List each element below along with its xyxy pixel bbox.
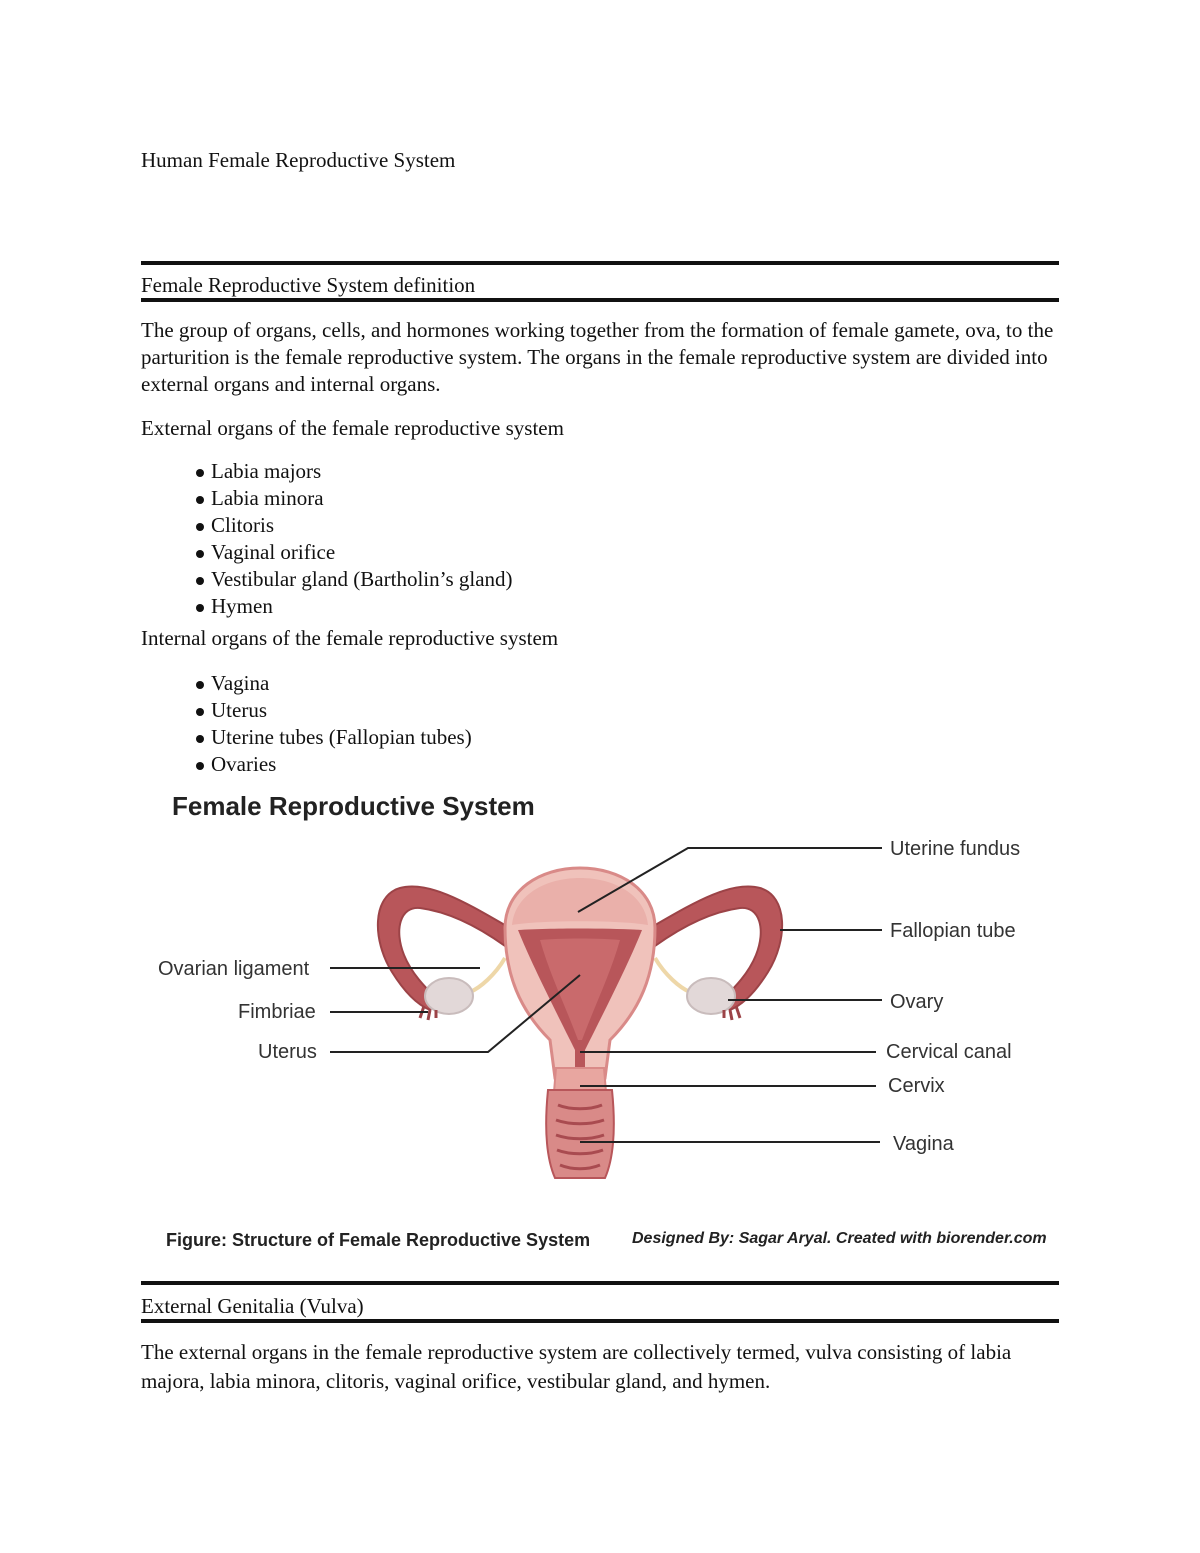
list-item: Uterine tubes (Fallopian tubes) [196, 724, 472, 751]
list-item: Vaginal orifice [196, 539, 513, 566]
figure-credit: Designed By: Sagar Aryal. Created with biorender.com [632, 1230, 1047, 1247]
vulva-paragraph: The external organs in the female reproductive system are collectively termed, vulva consisting of labia majora, labia minora, clitoris, vaginal orifice, vestibular gland, and hymen. [141, 1340, 1012, 1393]
list-item: Uterus [196, 697, 472, 724]
label-vagina: Vagina [893, 1133, 954, 1155]
label-cervix: Cervix [888, 1075, 945, 1097]
list-item: Labia majors [196, 458, 513, 485]
list-item: Clitoris [196, 512, 513, 539]
heading-rule-top [141, 1281, 1059, 1285]
left-ovarian-ligament [470, 958, 505, 992]
list-item: Vestibular gland (Bartholin’s gland) [196, 566, 513, 593]
right-ovary [687, 978, 735, 1014]
document-title: Human Female Reproductive System [141, 148, 456, 172]
cervix [554, 1068, 606, 1092]
internal-organs-heading: Internal organs of the female reproductive system [141, 626, 559, 650]
right-ovarian-ligament [655, 958, 690, 992]
left-ovary [425, 978, 473, 1014]
external-organs-heading: External organs of the female reproductive system [141, 416, 564, 440]
section-heading-text: Female Reproductive System definition [141, 273, 476, 297]
label-ovarian-ligament: Ovarian ligament [158, 958, 310, 980]
label-uterine-fundus: Uterine fundus [890, 838, 1021, 860]
list-item: Labia minora [196, 485, 513, 512]
label-fimbriae: Fimbriae [238, 1001, 316, 1023]
label-uterus: Uterus [258, 1041, 317, 1063]
figure-title: Female Reproductive System [172, 791, 535, 821]
section-heading-text: External Genitalia (Vulva) [141, 1294, 364, 1318]
label-cervical-canal: Cervical canal [886, 1041, 1012, 1063]
definition-paragraph: The group of organs, cells, and hormones working together from the formation of female gamete, ova, to the parturition is the female reproductive system. The organs in the female reproductive system are divided into external organs and internal organs. [141, 318, 1054, 396]
label-fallopian-tube: Fallopian tube [890, 920, 1016, 942]
section-heading-vulva [141, 1294, 1059, 1319]
heading-rule-bottom [141, 1319, 1059, 1323]
figure-caption: Figure: Structure of Female Reproductive System [166, 1230, 591, 1250]
list-item: Ovaries [196, 751, 472, 778]
label-ovary: Ovary [890, 991, 944, 1013]
list-item: Hymen [196, 593, 513, 620]
list-item: Vagina [196, 670, 472, 697]
